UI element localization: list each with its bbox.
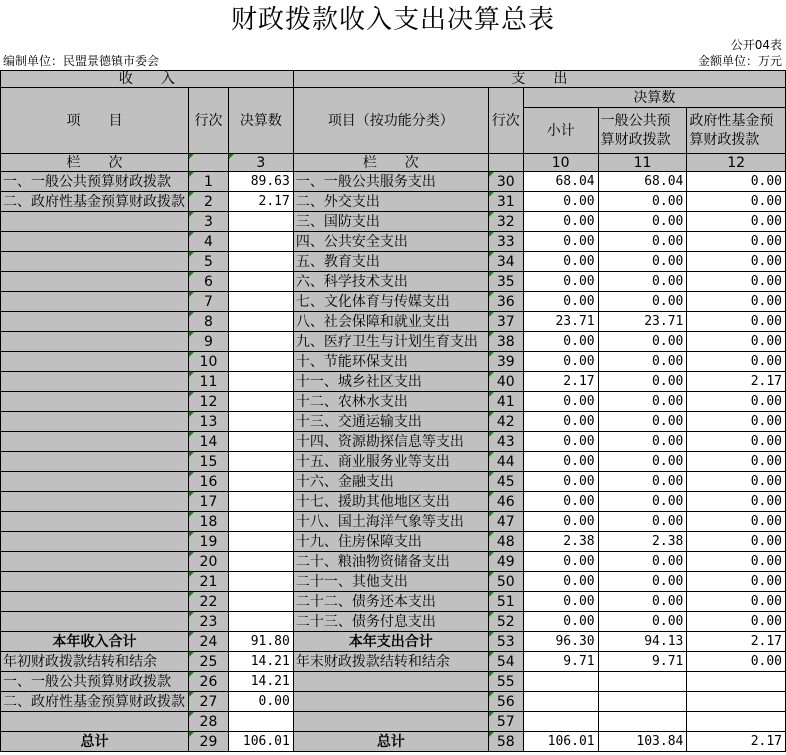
blank-cell (598, 712, 687, 732)
expense-general-budget: 0.00 (598, 412, 687, 432)
income-amount (228, 252, 293, 272)
begin-general-label: 一、一般公共预算财政拨款 (1, 672, 189, 692)
income-row-no: 11 (188, 372, 228, 392)
expense-item: 四、公共安全支出 (293, 232, 488, 252)
expense-gov-fund: 0.00 (687, 232, 786, 252)
expense-row-no: 35 (488, 272, 523, 292)
col-label2: 栏 次 (293, 154, 488, 172)
blank-cell (228, 712, 293, 732)
expense-item: 十、节能环保支出 (293, 352, 488, 372)
income-amount (228, 492, 293, 512)
expense-total-label: 本年支出合计 (293, 632, 488, 652)
table-row (1, 312, 786, 332)
blank-item (293, 672, 488, 692)
expense-general-budget: 68.04 (598, 172, 687, 192)
income-item: 二、政府性基金预算财政拨款 (1, 192, 189, 212)
begin-balance-amount: 14.21 (228, 652, 293, 672)
end-balance-subtotal: 9.71 (523, 652, 598, 672)
expense-gov-fund: 2.17 (687, 372, 786, 392)
income-item (1, 612, 189, 632)
income-item (1, 452, 189, 472)
expense-row-no: 43 (488, 432, 523, 452)
expense-gov-fund: 0.00 (687, 192, 786, 212)
grand-total-no2: 58 (488, 732, 523, 752)
income-item (1, 532, 189, 552)
expense-row-no: 34 (488, 252, 523, 272)
income-header: 收 入 (1, 71, 294, 88)
expense-item: 十一、城乡社区支出 (293, 372, 488, 392)
expense-general-budget: 0.00 (598, 192, 687, 212)
income-amount (228, 572, 293, 592)
income-item (1, 392, 189, 412)
expense-general-budget: 0.00 (598, 492, 687, 512)
income-item (1, 272, 189, 292)
income-item: 一、一般公共预算财政拨款 (1, 172, 189, 192)
income-amount (228, 472, 293, 492)
expense-item: 二十、粮油物资储备支出 (293, 552, 488, 572)
income-amount: 2.17 (228, 192, 293, 212)
table-row (1, 172, 786, 192)
table-row (1, 232, 786, 252)
begin-balance-label: 年初财政拨款结转和结余 (1, 652, 189, 672)
expense-general-budget: 0.00 (598, 612, 687, 632)
expense-row-no: 30 (488, 172, 523, 192)
col-11: 11 (598, 154, 687, 172)
table-row (1, 592, 786, 612)
expense-row-no: 33 (488, 232, 523, 252)
income-amount (228, 232, 293, 252)
income-row-no: 2 (188, 192, 228, 212)
gov-fund-header: 政府性基金预算财政拨款 (687, 108, 786, 154)
table-row (1, 352, 786, 372)
expense-gov-fund: 0.00 (687, 212, 786, 232)
income-item (1, 312, 189, 332)
col-12: 12 (687, 154, 786, 172)
income-row-no: 20 (188, 552, 228, 572)
expense-gov-fund: 0.00 (687, 492, 786, 512)
expense-gov-fund: 0.00 (687, 392, 786, 412)
expense-item: 一、一般公共服务支出 (293, 172, 488, 192)
expense-subtotal: 23.71 (523, 312, 598, 332)
expense-total-general: 94.13 (598, 632, 687, 652)
end-balance-no: 54 (488, 652, 523, 672)
income-total-amount: 91.80 (228, 632, 293, 652)
row-no-55: 55 (488, 672, 523, 692)
table-row (1, 212, 786, 232)
blank-cell (523, 672, 598, 692)
expense-general-budget: 0.00 (598, 472, 687, 492)
expense-subtotal: 0.00 (523, 332, 598, 352)
table-row (1, 552, 786, 572)
expense-subtotal: 0.00 (523, 472, 598, 492)
expense-gov-fund: 0.00 (687, 552, 786, 572)
income-amount (228, 412, 293, 432)
expense-item: 十七、援助其他地区支出 (293, 492, 488, 512)
income-amount (228, 272, 293, 292)
blank-cell (523, 692, 598, 712)
blank-item (293, 692, 488, 712)
expense-header: 支 出 (293, 71, 785, 88)
income-item (1, 592, 189, 612)
income-item (1, 432, 189, 452)
begin-general-amount: 14.21 (228, 672, 293, 692)
table-row (1, 432, 786, 452)
income-item (1, 372, 189, 392)
expense-item: 九、医疗卫生与计划生育支出 (293, 332, 488, 352)
expense-subtotal: 0.00 (523, 452, 598, 472)
expense-gov-fund: 0.00 (687, 332, 786, 352)
expense-general-budget: 0.00 (598, 292, 687, 312)
expense-gov-fund: 0.00 (687, 312, 786, 332)
income-row-no: 9 (188, 332, 228, 352)
expense-item: 三、国防支出 (293, 212, 488, 232)
final-amount-group-header: 决算数 (523, 88, 785, 108)
table-row (1, 292, 786, 312)
begin-balance-no: 25 (188, 652, 228, 672)
expense-subtotal: 0.00 (523, 432, 598, 452)
grand-total-no: 29 (188, 732, 228, 752)
income-amount (228, 212, 293, 232)
income-item (1, 512, 189, 532)
income-item (1, 492, 189, 512)
end-balance-fund: 0.00 (687, 652, 786, 672)
income-row-no: 5 (188, 252, 228, 272)
income-item (1, 252, 189, 272)
col-label: 栏 次 (1, 154, 189, 172)
income-item (1, 332, 189, 352)
expense-item: 二十三、债务付息支出 (293, 612, 488, 632)
expense-row-no: 45 (488, 472, 523, 492)
expense-total-fund: 2.17 (687, 632, 786, 652)
grand-total-label2: 总计 (293, 732, 488, 752)
table-row (1, 572, 786, 592)
income-item (1, 552, 189, 572)
grand-total-amount: 106.01 (228, 732, 293, 752)
expense-general-budget: 0.00 (598, 232, 687, 252)
income-row-no: 18 (188, 512, 228, 532)
expense-general-budget: 0.00 (598, 432, 687, 452)
table-row (1, 332, 786, 352)
expense-subtotal: 0.00 (523, 272, 598, 292)
expense-general-budget: 0.00 (598, 252, 687, 272)
income-row-no: 22 (188, 592, 228, 612)
end-balance-general: 9.71 (598, 652, 687, 672)
expense-general-budget: 0.00 (598, 552, 687, 572)
row-no2-header: 行次 (488, 88, 523, 154)
expense-subtotal: 0.00 (523, 572, 598, 592)
expense-row-no: 52 (488, 612, 523, 632)
blank-item (1, 712, 189, 732)
expense-general-budget: 23.71 (598, 312, 687, 332)
final-amount-header: 决算数 (228, 88, 293, 154)
grand-total-subtotal: 106.01 (523, 732, 598, 752)
expense-gov-fund: 0.00 (687, 432, 786, 452)
expense-item: 十八、国土海洋气象等支出 (293, 512, 488, 532)
income-amount (228, 352, 293, 372)
expense-total-no: 53 (488, 632, 523, 652)
income-amount (228, 432, 293, 452)
expense-subtotal: 0.00 (523, 292, 598, 312)
income-row-no: 16 (188, 472, 228, 492)
income-row-no: 17 (188, 492, 228, 512)
blank-cell (523, 712, 598, 732)
expense-subtotal: 0.00 (523, 232, 598, 252)
income-amount (228, 332, 293, 352)
income-amount (228, 532, 293, 552)
expense-gov-fund: 0.00 (687, 352, 786, 372)
expense-row-no: 40 (488, 372, 523, 392)
row-no-header: 行次 (188, 88, 228, 154)
income-row-no: 12 (188, 392, 228, 412)
item-header: 项 目 (1, 88, 189, 154)
expense-subtotal: 0.00 (523, 392, 598, 412)
expense-subtotal: 0.00 (523, 192, 598, 212)
income-amount (228, 292, 293, 312)
income-item (1, 412, 189, 432)
grand-total-general: 103.84 (598, 732, 687, 752)
expense-general-budget: 2.38 (598, 532, 687, 552)
row-no-57: 57 (488, 712, 523, 732)
income-row-no: 23 (188, 612, 228, 632)
income-row-no: 4 (188, 232, 228, 252)
expense-general-budget: 0.00 (598, 392, 687, 412)
expense-row-no: 47 (488, 512, 523, 532)
income-row-no: 14 (188, 432, 228, 452)
form-number: 公开04表 (730, 38, 782, 52)
expense-item: 十六、金融支出 (293, 472, 488, 492)
expense-gov-fund: 0.00 (687, 412, 786, 432)
expense-row-no: 48 (488, 532, 523, 552)
expense-item: 八、社会保障和就业支出 (293, 312, 488, 332)
table-row (1, 512, 786, 532)
col-3: 3 (228, 154, 293, 172)
expense-subtotal: 2.38 (523, 532, 598, 552)
expense-item: 十九、住房保障支出 (293, 532, 488, 552)
expense-row-no: 31 (488, 192, 523, 212)
table-row (1, 412, 786, 432)
table-row (1, 492, 786, 512)
expense-general-budget: 0.00 (598, 452, 687, 472)
income-row-no: 8 (188, 312, 228, 332)
expense-item: 十五、商业服务业等支出 (293, 452, 488, 472)
income-amount (228, 312, 293, 332)
table-row (1, 532, 786, 552)
expense-row-no: 51 (488, 592, 523, 612)
report-title: 财政拨款收入支出决算总表 (230, 5, 555, 35)
blank-item (293, 712, 488, 732)
expense-general-budget: 0.00 (598, 372, 687, 392)
income-amount (228, 552, 293, 572)
expense-general-budget: 0.00 (598, 352, 687, 372)
col-blank (188, 154, 228, 172)
blank-cell (598, 692, 687, 712)
expense-item: 五、教育支出 (293, 252, 488, 272)
begin-general-no: 26 (188, 672, 228, 692)
expense-row-no: 44 (488, 452, 523, 472)
income-amount (228, 452, 293, 472)
expense-subtotal: 68.04 (523, 172, 598, 192)
income-row-no: 1 (188, 172, 228, 192)
expense-subtotal: 0.00 (523, 352, 598, 372)
expense-row-no: 36 (488, 292, 523, 312)
budget-table (0, 70, 786, 752)
income-amount (228, 372, 293, 392)
income-row-no: 6 (188, 272, 228, 292)
grand-total-fund: 2.17 (687, 732, 786, 752)
table-row (1, 372, 786, 392)
income-row-no: 15 (188, 452, 228, 472)
expense-subtotal: 0.00 (523, 492, 598, 512)
expense-row-no: 46 (488, 492, 523, 512)
expense-subtotal: 0.00 (523, 212, 598, 232)
expense-row-no: 49 (488, 552, 523, 572)
expense-gov-fund: 0.00 (687, 172, 786, 192)
expense-gov-fund: 0.00 (687, 252, 786, 272)
row-no-56: 56 (488, 692, 523, 712)
expense-gov-fund: 0.00 (687, 572, 786, 592)
expense-item: 二十二、债务还本支出 (293, 592, 488, 612)
grand-total-label: 总计 (1, 732, 189, 752)
table-row (1, 452, 786, 472)
expense-item: 二十一、其他支出 (293, 572, 488, 592)
expense-gov-fund: 0.00 (687, 272, 786, 292)
income-amount (228, 592, 293, 612)
income-total-no: 24 (188, 632, 228, 652)
expense-item: 六、科学技术支出 (293, 272, 488, 292)
income-amount (228, 612, 293, 632)
begin-fund-no: 27 (188, 692, 228, 712)
expense-gov-fund: 0.00 (687, 292, 786, 312)
expense-total-subtotal: 96.30 (523, 632, 598, 652)
blank-cell (687, 672, 786, 692)
income-amount (228, 392, 293, 412)
expense-item: 七、文化体育与传媒支出 (293, 292, 488, 312)
expense-general-budget: 0.00 (598, 592, 687, 612)
row-no-28: 28 (188, 712, 228, 732)
expense-gov-fund: 0.00 (687, 532, 786, 552)
income-item (1, 292, 189, 312)
expense-subtotal: 2.17 (523, 372, 598, 392)
expense-general-budget: 0.00 (598, 332, 687, 352)
expense-subtotal: 0.00 (523, 552, 598, 572)
expense-subtotal: 0.00 (523, 512, 598, 532)
begin-fund-amount: 0.00 (228, 692, 293, 712)
expense-subtotal: 0.00 (523, 252, 598, 272)
income-item (1, 212, 189, 232)
blank-cell (687, 692, 786, 712)
expense-item: 十三、交通运输支出 (293, 412, 488, 432)
begin-fund-label: 二、政府性基金预算财政拨款 (1, 692, 189, 712)
income-item (1, 352, 189, 372)
col-blank2 (488, 154, 523, 172)
expense-general-budget: 0.00 (598, 212, 687, 232)
expense-gov-fund: 0.00 (687, 612, 786, 632)
subtotal-header: 小计 (523, 108, 598, 154)
income-row-no: 19 (188, 532, 228, 552)
expense-row-no: 50 (488, 572, 523, 592)
income-row-no: 10 (188, 352, 228, 372)
income-amount (228, 512, 293, 532)
table-row (1, 192, 786, 212)
expense-row-no: 38 (488, 332, 523, 352)
item-function-header: 项目（按功能分类） (293, 88, 488, 154)
general-budget-header: 一般公共预算财政拨款 (598, 108, 687, 154)
table-row (1, 272, 786, 292)
expense-gov-fund: 0.00 (687, 512, 786, 532)
expense-general-budget: 0.00 (598, 272, 687, 292)
income-row-no: 21 (188, 572, 228, 592)
table-row (1, 612, 786, 632)
income-item (1, 472, 189, 492)
expense-row-no: 32 (488, 212, 523, 232)
end-balance-label: 年末财政拨款结转和结余 (293, 652, 488, 672)
expense-general-budget: 0.00 (598, 512, 687, 532)
expense-row-no: 39 (488, 352, 523, 372)
income-total-label: 本年收入合计 (1, 632, 189, 652)
expense-row-no: 37 (488, 312, 523, 332)
table-row (1, 252, 786, 272)
expense-general-budget: 0.00 (598, 572, 687, 592)
table-row (1, 392, 786, 412)
expense-subtotal: 0.00 (523, 412, 598, 432)
expense-gov-fund: 0.00 (687, 472, 786, 492)
compiling-unit: 编制单位：民盟景德镇市委会 (3, 54, 160, 68)
money-unit: 金额单位：万元 (697, 54, 782, 68)
table-row (1, 472, 786, 492)
blank-cell (598, 672, 687, 692)
col-10: 10 (523, 154, 598, 172)
expense-item: 二、外交支出 (293, 192, 488, 212)
income-item (1, 572, 189, 592)
expense-row-no: 42 (488, 412, 523, 432)
expense-gov-fund: 0.00 (687, 452, 786, 472)
income-row-no: 7 (188, 292, 228, 312)
expense-item: 十四、资源勘探信息等支出 (293, 432, 488, 452)
income-row-no: 3 (188, 212, 228, 232)
income-amount: 89.63 (228, 172, 293, 192)
expense-row-no: 41 (488, 392, 523, 412)
expense-subtotal: 0.00 (523, 592, 598, 612)
expense-subtotal: 0.00 (523, 612, 598, 632)
income-item (1, 232, 189, 252)
blank-cell (687, 712, 786, 732)
expense-gov-fund: 0.00 (687, 592, 786, 612)
expense-item: 十二、农林水支出 (293, 392, 488, 412)
income-row-no: 13 (188, 412, 228, 432)
